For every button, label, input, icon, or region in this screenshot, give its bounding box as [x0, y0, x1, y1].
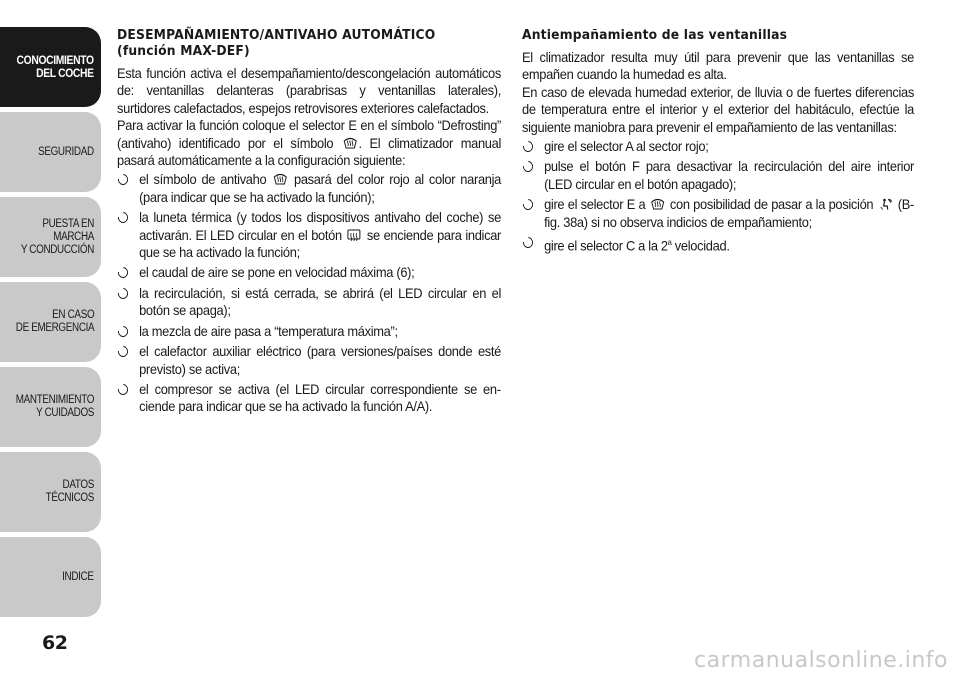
list-item: [117, 285, 501, 320]
tab-indice[interactable]: [0, 537, 101, 617]
bullet-icon: [117, 211, 129, 224]
feet-windshield-airflow-icon: [879, 198, 893, 210]
list-item-text: el caudal de aire se pone en velocidad máxima (6);: [139, 264, 415, 281]
list-item-text-a: la luneta térmica (y todos los dispositivos antivaho del coche) se activarán. El LED circular en el botón: [139, 209, 502, 243]
activation-text-a: Para activar la función coloque el selector E en el símbolo “Defrosting” (antivaho) identificado por el símbolo: [117, 117, 502, 151]
bullet-icon: [117, 325, 129, 338]
list-item: [117, 381, 501, 416]
list-item-text-a: gire el selector C a la 2: [544, 237, 668, 254]
list-item-text: la mezcla de aire pasa a “temperatura máxima”;: [139, 322, 398, 339]
windshield-defrost-icon: [343, 137, 357, 149]
list-item: [117, 264, 501, 281]
antifog-steps-list: [522, 138, 914, 255]
bullet-icon: [522, 198, 534, 211]
list-item: [522, 234, 914, 255]
tab-puesta-en-marcha[interactable]: [0, 197, 101, 277]
tab-label: CONOCIMIENTO DEL COCHE: [16, 53, 94, 80]
watermark: carmanualsonline.info: [694, 648, 948, 673]
list-item-text-c: (B-fig. 38a) si no observa indicios de empañamiento;: [544, 196, 915, 230]
tab-mantenimiento[interactable]: [0, 367, 101, 447]
heading-line-2: (función MAX-DEF): [117, 44, 250, 59]
tab-label: INDICE: [62, 570, 94, 583]
list-item-text: pulse el botón F para desactivar la recirculación del aire interior (LED circular en el botón apagado);: [544, 158, 915, 192]
tab-label: SEGURIDAD: [38, 145, 94, 158]
tab-label: MANTENIMIENTO Y CUIDADOS: [15, 394, 94, 419]
list-item: [117, 171, 501, 206]
bullet-icon: [117, 287, 129, 300]
list-item: [522, 138, 914, 155]
tab-label: EN CASO DE EMERGENCIA: [15, 309, 94, 334]
tab-en-caso-de-emergencia[interactable]: [0, 282, 101, 362]
bullet-icon: [117, 266, 129, 279]
section-sidebar: [0, 27, 101, 622]
windshield-defrost-icon: [651, 198, 665, 210]
heading-line-1: DESEMPAÑAMIENTO/ANTIVAHO AUTOMÁTICO: [117, 28, 436, 43]
bullet-icon: [522, 140, 534, 153]
intro-paragraph: Esta función activa el desempañamiento/descongelación automáticos de: ventanillas delanteras (parabrisas y ventanillas laterales), surtidores calefactados, espejos retrovisores exteriores calefactados.: [117, 65, 502, 116]
right-column: [522, 28, 914, 258]
list-item-text: la recirculación, si está cerrada, se abrirá (el LED circular en el botón se apaga);: [139, 284, 502, 319]
activation-text-b: . El climatizador manual pasará automáticamente a la configuración siguiente:: [117, 134, 502, 169]
tab-datos-tecnicos[interactable]: [0, 452, 101, 532]
list-item-text: el calefactor auxiliar eléctrico (para versiones/países donde esté previsto) se activa;: [139, 343, 502, 377]
section-heading-max-def: [117, 28, 501, 60]
list-item-text-b: velocidad.: [671, 237, 730, 254]
list-item: [117, 209, 501, 261]
page-number: 62: [42, 632, 68, 654]
list-item-text-a: gire el selector E a: [544, 196, 646, 213]
max-def-list: [117, 171, 501, 415]
list-item-text: el compresor se activa (el LED circular correspondiente se enciende para indicar que se ha activado la función A/A).: [139, 380, 502, 415]
list-item: [117, 323, 501, 340]
tab-conocimiento-del-coche[interactable]: [0, 27, 101, 107]
left-column: [117, 28, 501, 419]
bullet-icon: [117, 383, 129, 396]
ordinal-superscript: a: [667, 238, 672, 248]
bullet-icon: [522, 160, 534, 173]
windshield-defrost-icon: [273, 173, 287, 185]
list-item: [522, 196, 914, 231]
list-item: [117, 343, 501, 378]
usefulness-paragraph: El climatizador resulta muy útil para prevenir que las ventanillas se empañen cuando la humedad es alta.: [522, 49, 915, 83]
bullet-icon: [522, 236, 534, 249]
tab-label: PUESTA EN MARCHA Y CONDUCCIÓN: [20, 217, 95, 256]
list-item-text: gire el selector A al sector rojo;: [544, 138, 709, 155]
bullet-icon: [117, 345, 129, 358]
rear-window-defrost-icon: [347, 229, 361, 241]
procedure-paragraph: En caso de elevada humedad exterior, de lluvia o de fuertes diferencias de temperatura entre el interior y el exterior del habitáculo, efectúe la siguiente maniobra para prevenir el empañamiento de las ventanillas:: [522, 83, 915, 135]
list-item: [522, 158, 914, 193]
list-item-text-b: se enciende para indicar que se ha activado la función;: [139, 226, 502, 261]
list-item-text-b: con posibilidad de pasar a la posición: [669, 196, 874, 213]
section-heading-antiempanamiento: Antiempañamiento de las ventanillas: [522, 28, 788, 43]
bullet-icon: [117, 173, 129, 186]
list-item-text-a: el símbolo de antivaho: [139, 171, 267, 188]
tab-seguridad[interactable]: [0, 112, 101, 192]
activation-paragraph: [117, 117, 501, 169]
list-item-text-b: pasará del color rojo al color naranja (para indicar que se ha activado la función);: [139, 171, 502, 205]
tab-label: DATOS TÉCNICOS: [45, 479, 94, 504]
